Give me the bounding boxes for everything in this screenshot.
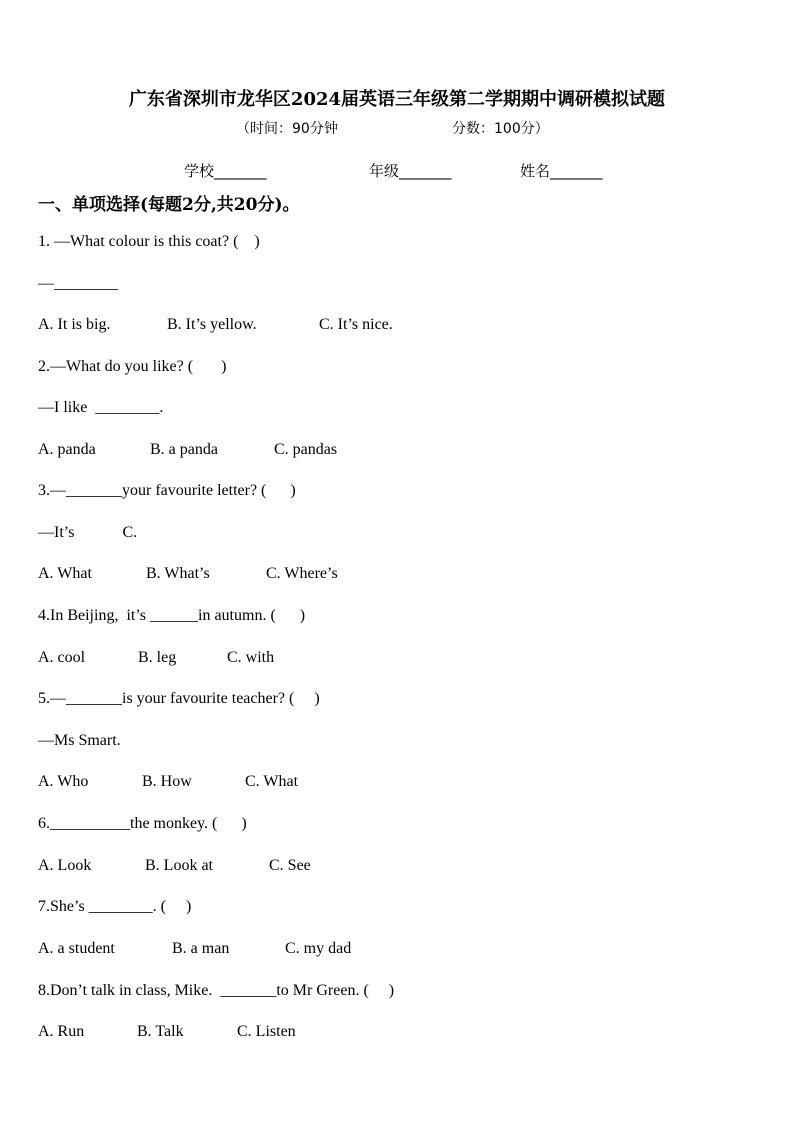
exam-score: 分数：100分）: [452, 121, 549, 137]
question-2-option-b: B. a panda: [150, 441, 218, 458]
question-5-stem: 5.—_______is your favourite teacher? ( ): [38, 690, 320, 707]
question-4-option-b: B. leg: [138, 649, 177, 666]
question-7-stem: 7.She’s ________. ( ): [38, 898, 192, 915]
name-field: 姓名_______: [520, 162, 603, 180]
question-5-answer-line: —Ms Smart.: [38, 732, 121, 749]
question-7-option-c: C. my dad: [285, 940, 352, 957]
question-8-option-c: C. Listen: [237, 1023, 296, 1040]
question-7-option-a: A. a student: [38, 940, 115, 957]
question-1-stem: 1. —What colour is this coat? ( ): [38, 233, 260, 250]
question-2-option-a: A. panda: [38, 441, 96, 458]
question-3-answer-line: —It’s C.: [38, 524, 138, 541]
question-1-option-a: A. It is big.: [38, 316, 111, 333]
question-3-option-b: B. What’s: [146, 565, 210, 582]
exam-title: 广东省深圳市龙华区2024届英语三年级第二学期期中调研模拟试题: [128, 89, 666, 110]
question-1-option-b: B. It’s yellow.: [167, 316, 257, 333]
question-5-option-c: C. What: [245, 773, 299, 790]
question-8-option-a: A. Run: [38, 1023, 85, 1040]
question-3-stem: 3.—_______your favourite letter? ( ): [38, 482, 296, 499]
question-4-stem: 4.In Beijing, it’s ______in autumn. ( ): [38, 607, 306, 624]
question-7-option-b: B. a man: [172, 940, 230, 957]
question-4-option-c: C. with: [227, 649, 275, 666]
question-6-stem: 6.__________the monkey. ( ): [38, 815, 247, 832]
question-1-answer-line: —________: [38, 275, 118, 292]
exam-time: （时间：90分钟: [236, 121, 338, 137]
question-5-option-b: B. How: [142, 773, 192, 790]
question-6-option-c: C. See: [269, 857, 311, 874]
question-4-option-a: A. cool: [38, 649, 86, 666]
question-8-option-b: B. Talk: [137, 1023, 184, 1040]
grade-field: 年级_______: [369, 162, 452, 180]
section-heading: 一、单项选择(每题2分,共20分)。: [38, 195, 300, 215]
question-2-answer-line: —I like ________.: [38, 399, 164, 416]
question-2-stem: 2.—What do you like? ( ): [38, 358, 227, 375]
question-6-option-b: B. Look at: [145, 857, 213, 874]
question-6-option-a: A. Look: [38, 857, 92, 874]
question-3-option-c: C. Where’s: [266, 565, 338, 582]
school-field: 学校_______: [184, 162, 267, 180]
question-3-option-a: A. What: [38, 565, 92, 582]
question-5-option-a: A. Who: [38, 773, 89, 790]
question-2-option-c: C. pandas: [274, 441, 338, 458]
question-1-option-c: C. It’s nice.: [319, 316, 393, 333]
question-8-stem: 8.Don’t talk in class, Mike. _______to Mr Green. ( ): [38, 982, 395, 999]
